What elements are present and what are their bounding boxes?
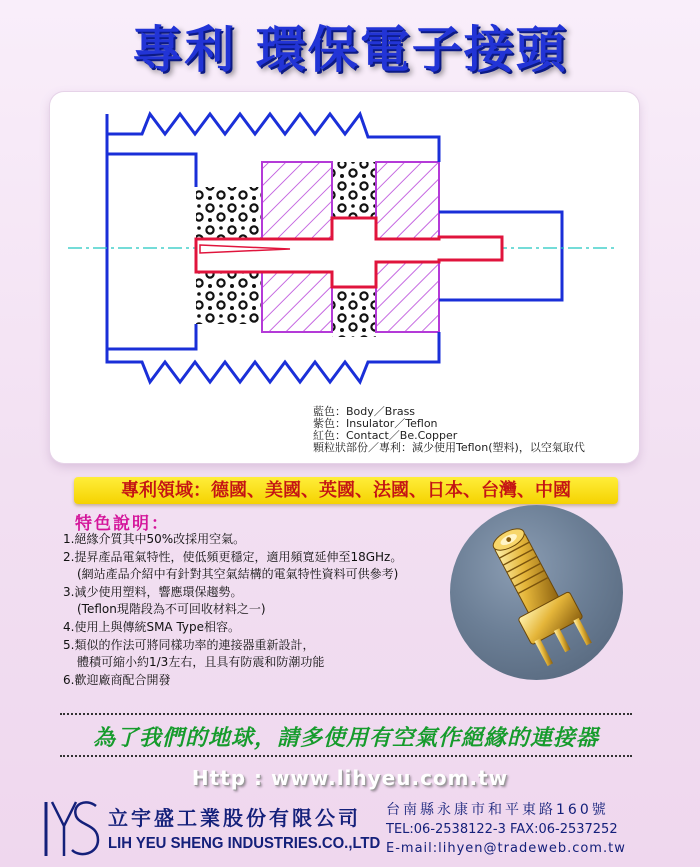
slogan-text: 為了我們的地球，請多使用有空氣作絕緣的連接器	[92, 725, 599, 751]
company-name-chinese: 立宇盛工業股份有限公司	[108, 806, 361, 830]
feature-line: 1.絕緣介質其中50%改採用空氣。	[63, 532, 246, 546]
air-bead-region-left-bottom	[196, 272, 262, 324]
body-left-step	[107, 154, 196, 349]
feature-line: 體積可縮小約1/3左右，且具有防震和防潮功能	[77, 655, 325, 670]
feature-line: (Teflon現階段為不可回收材料之一)	[77, 602, 266, 617]
feature-line: 5.類似的作法可將同樣功率的連接器重新設計，	[63, 637, 315, 652]
website-url[interactable]: Http : www.lihyeu.com.tw	[191, 766, 509, 790]
patent-region-text: 專利領域：德國、美國、英國、法國、日本、台灣、中國	[121, 480, 571, 501]
connector-diagram-card	[50, 92, 639, 463]
company-logo	[42, 798, 102, 860]
product-photo	[450, 505, 623, 680]
color-legend-text	[313, 406, 585, 454]
feature-line: 6.歡迎廠商配合開發	[63, 672, 171, 687]
air-bead-region-mid-top	[332, 162, 376, 218]
legend-line-insulator: 紫色：Insulator／Teflon	[313, 417, 438, 430]
page-title: 專利 環保電子接頭	[132, 21, 568, 79]
legend-line-beads: 顆粒狀部份／專利：減少使用Teflon(塑料)，以空氣取代	[313, 441, 585, 454]
patent-region-banner	[74, 477, 618, 504]
features-heading: 特色說明：	[75, 514, 170, 534]
company-address: 台南縣永康市和平東路160號	[386, 802, 609, 818]
legend-line-body: 藍色：Body／Brass	[313, 405, 416, 418]
feature-line: (網站產品介紹中有針對其空氣結構的電氣特性資料可供參考)	[77, 567, 399, 582]
air-bead-region-left-top	[196, 187, 262, 239]
feature-line: 4.使用上與傳統SMA Type相容。	[63, 619, 241, 634]
feature-line: 2.提昇產品電氣特性，使低頻更穩定，適用頻寬延伸至18GHz。	[63, 549, 403, 564]
feature-line: 3.減少使用塑料，響應環保趨勢。	[63, 584, 243, 599]
legend-line-contact: 紅色：Contact／Be.Copper	[313, 429, 458, 442]
contact-info	[386, 800, 626, 859]
company-phone-fax: TEL:06-2538122-3 FAX:06-2537252	[386, 822, 618, 837]
sma-connector-image	[450, 505, 623, 680]
slogan-box	[60, 713, 632, 757]
company-name-english: LIH YEU SHENG INDUSTRIES.CO.,LTD	[108, 835, 381, 852]
company-email[interactable]: E-mail:lihyen@tradeweb.com.tw	[386, 841, 626, 856]
features-list	[63, 531, 402, 689]
air-bead-region-mid-bottom	[332, 287, 376, 337]
